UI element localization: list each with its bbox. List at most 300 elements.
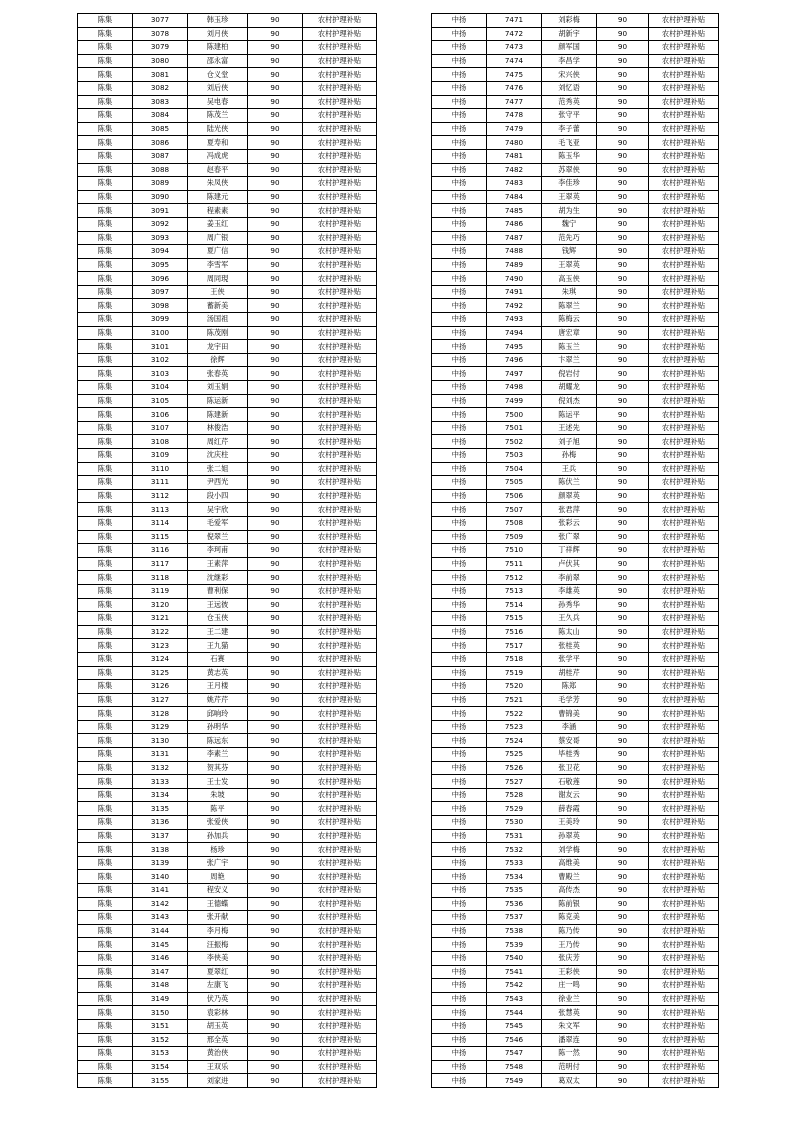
- id-cell: 3081: [133, 68, 188, 82]
- subsidy-type-cell: 农村护理补贴: [303, 748, 377, 762]
- id-cell: 3105: [133, 394, 188, 408]
- amount-cell: 90: [248, 1047, 303, 1061]
- subsidy-type-cell: 农村护理补贴: [649, 136, 719, 150]
- subsidy-type-cell: 农村护理补贴: [303, 217, 377, 231]
- town-cell: 中扬: [432, 911, 487, 925]
- amount-cell: 90: [248, 285, 303, 299]
- amount-cell: 90: [248, 557, 303, 571]
- amount-cell: 90: [248, 1019, 303, 1033]
- town-cell: 中扬: [432, 285, 487, 299]
- table-row: [78, 707, 377, 721]
- name-cell: 贺其芬: [188, 761, 248, 775]
- name-cell: 夏广信: [188, 245, 248, 259]
- subsidy-type-cell: 农村护理补贴: [303, 14, 377, 28]
- name-cell: 邢全英: [188, 1033, 248, 1047]
- amount-cell: 90: [248, 1060, 303, 1074]
- town-cell: 中扬: [432, 639, 487, 653]
- name-cell: 曹殿兰: [542, 870, 597, 884]
- amount-cell: 90: [597, 489, 649, 503]
- id-cell: 7538: [487, 924, 542, 938]
- name-cell: 夏翠红: [188, 965, 248, 979]
- id-cell: 3103: [133, 367, 188, 381]
- id-cell: 3084: [133, 109, 188, 123]
- town-cell: 中扬: [432, 775, 487, 789]
- name-cell: 王九猫: [188, 639, 248, 653]
- table-row: [78, 462, 377, 476]
- town-cell: 陈集: [78, 1033, 133, 1047]
- id-cell: 7495: [487, 340, 542, 354]
- table-row: [432, 163, 719, 177]
- amount-cell: 90: [248, 1006, 303, 1020]
- id-cell: 7531: [487, 829, 542, 843]
- town-cell: 陈集: [78, 816, 133, 830]
- name-cell: 刘家进: [188, 1074, 248, 1088]
- amount-cell: 90: [248, 516, 303, 530]
- table-row: [432, 788, 719, 802]
- subsidy-type-cell: 农村护理补贴: [303, 163, 377, 177]
- name-cell: 陈翠兰: [542, 299, 597, 313]
- amount-cell: 90: [248, 884, 303, 898]
- town-cell: 陈集: [78, 163, 133, 177]
- subsidy-type-cell: 农村护理补贴: [649, 313, 719, 327]
- town-cell: 陈集: [78, 1060, 133, 1074]
- subsidy-type-cell: 农村护理补贴: [649, 340, 719, 354]
- subsidy-type-cell: 农村护理补贴: [303, 340, 377, 354]
- subsidy-type-cell: 农村护理补贴: [303, 666, 377, 680]
- table-row: [78, 14, 377, 28]
- subsidy-type-cell: 农村护理补贴: [303, 421, 377, 435]
- amount-cell: 90: [597, 666, 649, 680]
- id-cell: 7507: [487, 503, 542, 517]
- town-cell: 陈集: [78, 462, 133, 476]
- id-cell: 7473: [487, 41, 542, 55]
- subsidy-type-cell: 农村护理补贴: [303, 462, 377, 476]
- table-row: [78, 68, 377, 82]
- name-cell: 陈克美: [542, 911, 597, 925]
- table-row: [432, 476, 719, 490]
- amount-cell: 90: [248, 313, 303, 327]
- amount-cell: 90: [248, 951, 303, 965]
- amount-cell: 90: [597, 177, 649, 191]
- table-row: [432, 353, 719, 367]
- subsidy-type-cell: 农村护理补贴: [303, 1006, 377, 1020]
- town-cell: 陈集: [78, 353, 133, 367]
- subsidy-type-cell: 农村护理补贴: [303, 639, 377, 653]
- town-cell: 中扬: [432, 435, 487, 449]
- subsidy-type-cell: 农村护理补贴: [649, 1060, 719, 1074]
- subsidy-type-cell: 农村护理补贴: [649, 14, 719, 28]
- name-cell: 张君萍: [542, 503, 597, 517]
- id-cell: 3086: [133, 136, 188, 150]
- subsidy-type-cell: 农村护理补贴: [649, 177, 719, 191]
- town-cell: 陈集: [78, 884, 133, 898]
- amount-cell: 90: [248, 693, 303, 707]
- table-row: [432, 639, 719, 653]
- name-cell: 毛爱军: [188, 516, 248, 530]
- amount-cell: 90: [597, 285, 649, 299]
- table-row: [432, 1006, 719, 1020]
- town-cell: 陈集: [78, 285, 133, 299]
- amount-cell: 90: [248, 95, 303, 109]
- name-cell: 胡耀龙: [542, 381, 597, 395]
- amount-cell: 90: [597, 421, 649, 435]
- subsidy-type-cell: 农村护理补贴: [303, 394, 377, 408]
- id-cell: 7529: [487, 802, 542, 816]
- amount-cell: 90: [597, 1033, 649, 1047]
- amount-cell: 90: [597, 231, 649, 245]
- town-cell: 中扬: [432, 802, 487, 816]
- name-cell: 张彩云: [542, 516, 597, 530]
- subsidy-type-cell: 农村护理补贴: [649, 95, 719, 109]
- subsidy-type-cell: 农村护理补贴: [303, 938, 377, 952]
- amount-cell: 90: [248, 707, 303, 721]
- amount-cell: 90: [248, 54, 303, 68]
- amount-cell: 90: [248, 449, 303, 463]
- name-cell: 毕桂秀: [542, 748, 597, 762]
- name-cell: 倪刘杰: [542, 394, 597, 408]
- amount-cell: 90: [597, 503, 649, 517]
- id-cell: 3123: [133, 639, 188, 653]
- table-row: [432, 449, 719, 463]
- name-cell: 李雪军: [188, 258, 248, 272]
- id-cell: 3097: [133, 285, 188, 299]
- name-cell: 颜翠英: [542, 489, 597, 503]
- id-cell: 3085: [133, 122, 188, 136]
- name-cell: 朱琪: [542, 285, 597, 299]
- name-cell: 王双乐: [188, 1060, 248, 1074]
- town-cell: 中扬: [432, 680, 487, 694]
- name-cell: 孙明华: [188, 720, 248, 734]
- name-cell: 朱坡: [188, 788, 248, 802]
- id-cell: 7525: [487, 748, 542, 762]
- name-cell: 王月楼: [188, 680, 248, 694]
- town-cell: 中扬: [432, 897, 487, 911]
- table-row: [432, 720, 719, 734]
- subsidy-type-cell: 农村护理补贴: [303, 557, 377, 571]
- id-cell: 3111: [133, 476, 188, 490]
- id-cell: 3122: [133, 625, 188, 639]
- town-cell: 陈集: [78, 340, 133, 354]
- name-cell: 陈玉华: [542, 149, 597, 163]
- town-cell: 陈集: [78, 394, 133, 408]
- subsidy-type-cell: 农村护理补贴: [303, 652, 377, 666]
- table-row: [78, 1060, 377, 1074]
- name-cell: 李珂甫: [188, 544, 248, 558]
- table-row: [78, 41, 377, 55]
- subsidy-type-cell: 农村护理补贴: [303, 245, 377, 259]
- name-cell: 陈运新: [188, 394, 248, 408]
- table-row: [78, 136, 377, 150]
- id-cell: 7533: [487, 856, 542, 870]
- town-cell: 陈集: [78, 612, 133, 626]
- id-cell: 7528: [487, 788, 542, 802]
- amount-cell: 90: [597, 476, 649, 490]
- subsidy-type-cell: 农村护理补贴: [649, 122, 719, 136]
- subsidy-type-cell: 农村护理补贴: [649, 625, 719, 639]
- id-cell: 3124: [133, 652, 188, 666]
- subsidy-type-cell: 农村护理补贴: [303, 299, 377, 313]
- table-row: [78, 625, 377, 639]
- amount-cell: 90: [597, 394, 649, 408]
- table-row: [432, 489, 719, 503]
- amount-cell: 90: [597, 951, 649, 965]
- amount-cell: 90: [597, 680, 649, 694]
- id-cell: 3094: [133, 245, 188, 259]
- table-row: [78, 761, 377, 775]
- table-row: [78, 924, 377, 938]
- amount-cell: 90: [248, 870, 303, 884]
- id-cell: 7504: [487, 462, 542, 476]
- town-cell: 中扬: [432, 149, 487, 163]
- table-row: [432, 856, 719, 870]
- name-cell: 毛飞亚: [542, 136, 597, 150]
- subsidy-type-cell: 农村护理补贴: [649, 788, 719, 802]
- town-cell: 陈集: [78, 516, 133, 530]
- id-cell: 7526: [487, 761, 542, 775]
- subsidy-type-cell: 农村护理补贴: [649, 190, 719, 204]
- table-row: [432, 625, 719, 639]
- table-row: [432, 924, 719, 938]
- table-row: [78, 408, 377, 422]
- name-cell: 庄一鸣: [542, 979, 597, 993]
- name-cell: 高传杰: [542, 884, 597, 898]
- amount-cell: 90: [597, 204, 649, 218]
- town-cell: 中扬: [432, 761, 487, 775]
- table-row: [78, 381, 377, 395]
- amount-cell: 90: [248, 489, 303, 503]
- town-cell: 中扬: [432, 408, 487, 422]
- id-cell: 3145: [133, 938, 188, 952]
- table-row: [78, 979, 377, 993]
- amount-cell: 90: [248, 353, 303, 367]
- amount-cell: 90: [248, 41, 303, 55]
- subsidy-type-cell: 农村护理补贴: [649, 544, 719, 558]
- id-cell: 7499: [487, 394, 542, 408]
- subsidy-type-cell: 农村护理补贴: [303, 775, 377, 789]
- amount-cell: 90: [597, 720, 649, 734]
- subsidy-type-cell: 农村护理补贴: [649, 979, 719, 993]
- amount-cell: 90: [248, 544, 303, 558]
- table-row: [432, 584, 719, 598]
- amount-cell: 90: [597, 14, 649, 28]
- table-row: [432, 14, 719, 28]
- id-cell: 7497: [487, 367, 542, 381]
- town-cell: 陈集: [78, 136, 133, 150]
- name-cell: 邱响玲: [188, 707, 248, 721]
- amount-cell: 90: [248, 27, 303, 41]
- town-cell: 中扬: [432, 313, 487, 327]
- id-cell: 7511: [487, 557, 542, 571]
- name-cell: 陈运平: [542, 408, 597, 422]
- subsidy-type-cell: 农村护理补贴: [649, 802, 719, 816]
- table-row: [78, 122, 377, 136]
- subsidy-type-cell: 农村护理补贴: [303, 177, 377, 191]
- name-cell: 朱文军: [542, 1019, 597, 1033]
- subsidy-type-cell: 农村护理补贴: [649, 41, 719, 55]
- amount-cell: 90: [248, 856, 303, 870]
- amount-cell: 90: [597, 816, 649, 830]
- name-cell: 李昌学: [542, 54, 597, 68]
- table-row: [78, 598, 377, 612]
- town-cell: 陈集: [78, 788, 133, 802]
- town-cell: 陈集: [78, 41, 133, 55]
- id-cell: 3093: [133, 231, 188, 245]
- town-cell: 中扬: [432, 449, 487, 463]
- subsidy-type-cell: 农村护理补贴: [303, 1047, 377, 1061]
- id-cell: 3078: [133, 27, 188, 41]
- amount-cell: 90: [597, 734, 649, 748]
- subsidy-type-cell: 农村护理补贴: [649, 217, 719, 231]
- id-cell: 7501: [487, 421, 542, 435]
- table-row: [78, 884, 377, 898]
- table-row: [432, 775, 719, 789]
- town-cell: 陈集: [78, 666, 133, 680]
- town-cell: 中扬: [432, 489, 487, 503]
- id-cell: 7524: [487, 734, 542, 748]
- name-cell: 王素萍: [188, 557, 248, 571]
- name-cell: 周红芹: [188, 435, 248, 449]
- id-cell: 7530: [487, 816, 542, 830]
- name-cell: 仓义堂: [188, 68, 248, 82]
- subsidy-type-cell: 农村护理补贴: [649, 231, 719, 245]
- subsidy-type-cell: 农村护理补贴: [303, 449, 377, 463]
- table-row: [78, 231, 377, 245]
- subsidy-type-cell: 农村护理补贴: [303, 516, 377, 530]
- amount-cell: 90: [597, 571, 649, 585]
- subsidy-type-cell: 农村护理补贴: [649, 272, 719, 286]
- town-cell: 陈集: [78, 489, 133, 503]
- table-row: [78, 163, 377, 177]
- table-row: [432, 68, 719, 82]
- table-row: [432, 245, 719, 259]
- id-cell: 7515: [487, 612, 542, 626]
- town-cell: 中扬: [432, 109, 487, 123]
- amount-cell: 90: [248, 408, 303, 422]
- table-row: [432, 938, 719, 952]
- name-cell: 张学平: [542, 652, 597, 666]
- town-cell: 陈集: [78, 54, 133, 68]
- name-cell: 冯成虎: [188, 149, 248, 163]
- name-cell: 唐宏章: [542, 326, 597, 340]
- subsidy-type-cell: 农村护理补贴: [649, 394, 719, 408]
- id-cell: 3102: [133, 353, 188, 367]
- amount-cell: 90: [597, 217, 649, 231]
- amount-cell: 90: [248, 435, 303, 449]
- subsidy-type-cell: 农村护理补贴: [649, 530, 719, 544]
- amount-cell: 90: [597, 68, 649, 82]
- town-cell: 中扬: [432, 81, 487, 95]
- table-row: [432, 394, 719, 408]
- id-cell: 7479: [487, 122, 542, 136]
- town-cell: 中扬: [432, 612, 487, 626]
- subsidy-type-cell: 农村护理补贴: [303, 136, 377, 150]
- name-cell: 陈一然: [542, 1047, 597, 1061]
- id-cell: 3107: [133, 421, 188, 435]
- table-row: [432, 340, 719, 354]
- subsidy-type-cell: 农村护理补贴: [303, 81, 377, 95]
- name-cell: 陈茂刚: [188, 326, 248, 340]
- table-row: [78, 897, 377, 911]
- table-row: [78, 748, 377, 762]
- amount-cell: 90: [597, 245, 649, 259]
- amount-cell: 90: [248, 992, 303, 1006]
- id-cell: 3117: [133, 557, 188, 571]
- subsidy-type-cell: 农村护理补贴: [303, 285, 377, 299]
- town-cell: 中扬: [432, 625, 487, 639]
- amount-cell: 90: [597, 557, 649, 571]
- amount-cell: 90: [248, 299, 303, 313]
- amount-cell: 90: [597, 965, 649, 979]
- subsidy-type-cell: 农村护理补贴: [649, 680, 719, 694]
- subsidy-type-cell: 农村护理补贴: [303, 476, 377, 490]
- subsidy-type-cell: 农村护理补贴: [303, 530, 377, 544]
- town-cell: 中扬: [432, 353, 487, 367]
- subsidy-type-cell: 农村护理补贴: [649, 720, 719, 734]
- id-cell: 7505: [487, 476, 542, 490]
- id-cell: 3080: [133, 54, 188, 68]
- subsidy-type-cell: 农村护理补贴: [303, 109, 377, 123]
- table-row: [432, 54, 719, 68]
- name-cell: 陈建柏: [188, 41, 248, 55]
- name-cell: 陈茂兰: [188, 109, 248, 123]
- subsidy-type-cell: 农村护理补贴: [649, 938, 719, 952]
- town-cell: 中扬: [432, 122, 487, 136]
- table-row: [78, 326, 377, 340]
- town-cell: 中扬: [432, 598, 487, 612]
- name-cell: 王士发: [188, 775, 248, 789]
- town-cell: 中扬: [432, 788, 487, 802]
- table-row: [432, 1019, 719, 1033]
- amount-cell: 90: [248, 761, 303, 775]
- subsidy-type-cell: 农村护理补贴: [649, 109, 719, 123]
- town-cell: 陈集: [78, 897, 133, 911]
- town-cell: 中扬: [432, 748, 487, 762]
- name-cell: 王彩侠: [542, 965, 597, 979]
- table-row: [78, 190, 377, 204]
- table-row: [78, 843, 377, 857]
- id-cell: 7487: [487, 231, 542, 245]
- town-cell: 陈集: [78, 122, 133, 136]
- amount-cell: 90: [597, 612, 649, 626]
- amount-cell: 90: [597, 1060, 649, 1074]
- id-cell: 7481: [487, 149, 542, 163]
- table-row: [432, 571, 719, 585]
- amount-cell: 90: [597, 788, 649, 802]
- subsidy-type-cell: 农村护理补贴: [303, 720, 377, 734]
- id-cell: 3127: [133, 693, 188, 707]
- town-cell: 中扬: [432, 245, 487, 259]
- town-cell: 陈集: [78, 775, 133, 789]
- subsidy-type-cell: 农村护理补贴: [649, 258, 719, 272]
- id-cell: 3150: [133, 1006, 188, 1020]
- name-cell: 王兵: [542, 462, 597, 476]
- amount-cell: 90: [248, 816, 303, 830]
- id-cell: 7489: [487, 258, 542, 272]
- town-cell: 中扬: [432, 571, 487, 585]
- name-cell: 孙秀华: [542, 598, 597, 612]
- name-cell: 范明付: [542, 1060, 597, 1074]
- left-roster-body: [78, 14, 377, 1088]
- town-cell: 陈集: [78, 408, 133, 422]
- id-cell: 3138: [133, 843, 188, 857]
- id-cell: 7502: [487, 435, 542, 449]
- amount-cell: 90: [597, 544, 649, 558]
- table-row: [78, 109, 377, 123]
- id-cell: 7485: [487, 204, 542, 218]
- name-cell: 沈继彩: [188, 571, 248, 585]
- id-cell: 3141: [133, 884, 188, 898]
- table-row: [432, 884, 719, 898]
